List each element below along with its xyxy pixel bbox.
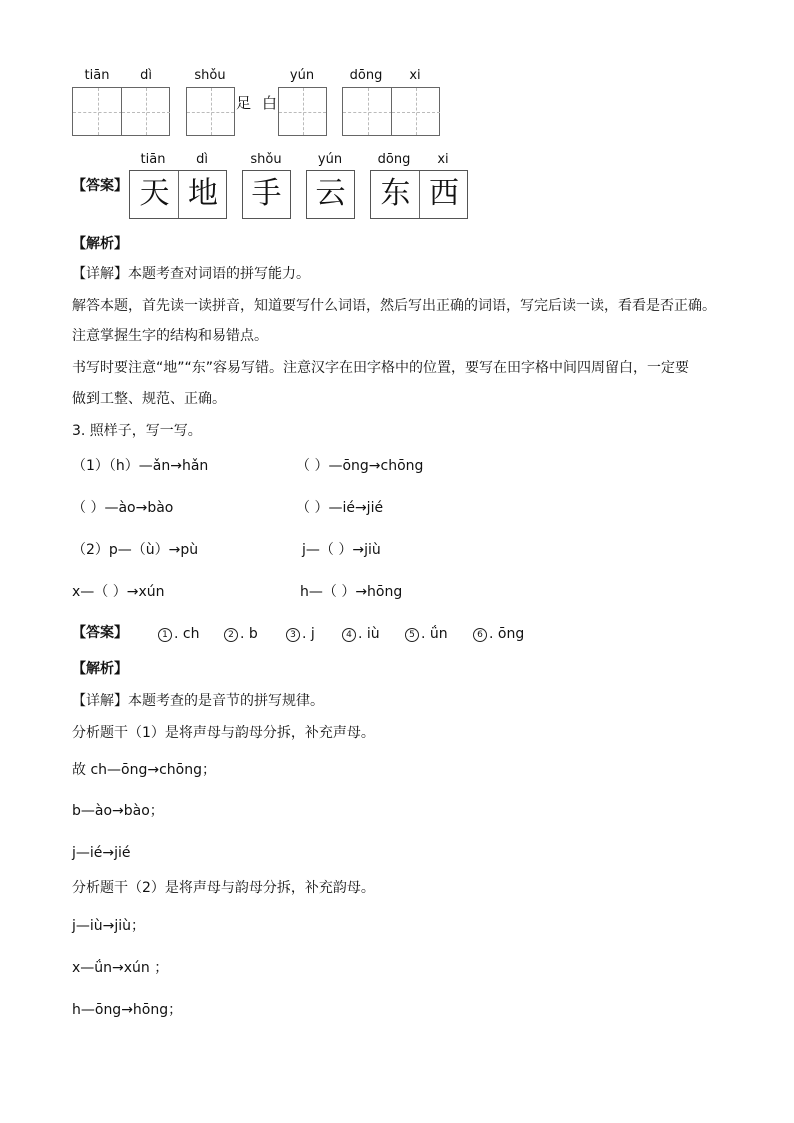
analysis-paragraph: 书写时要注意“地”“东”容易写错。注意汉字在田字格中的位置，要写在田字格中间四周留白，一定要 <box>72 360 690 376</box>
answer-item: 1 . ch <box>158 624 199 644</box>
answer-char: 地 <box>178 171 227 218</box>
analysis-line: 故 ch—ōng→chōng； <box>72 762 216 778</box>
detail-text: 本题考查的是音节的拼写规律。 <box>128 693 324 709</box>
analysis-paragraph: 分析题干（2）是将声母与韵母分拆，补充韵母。 <box>72 880 375 896</box>
answer-pinyin: dōng <box>377 152 411 167</box>
answer-char: 西 <box>419 171 468 218</box>
analysis-line: j—iù→jiù； <box>72 918 146 934</box>
answer-pinyin: shǒu <box>250 152 282 167</box>
answer-item: 5 . ǘn <box>405 624 448 644</box>
analysis-line: h—ōng→hōng； <box>72 1002 183 1018</box>
pinyin-dong: dōng <box>349 68 383 83</box>
q3-item: （ ）—ào→bào <box>72 500 174 516</box>
pinyin-shou: shǒu <box>194 68 226 83</box>
answer-char: 天 <box>139 176 170 211</box>
writing-grid-yun[interactable] <box>278 87 327 136</box>
inline-char-zu: 足 <box>236 94 252 112</box>
answer-grid-tiandi <box>129 170 227 219</box>
answer-item: 2 . b <box>224 624 258 644</box>
q3-item: （2）p—（ù）→pù <box>72 542 199 558</box>
q3-item: x—（ ）→xún <box>72 584 165 600</box>
q3-item: j—（ ）→jiù <box>302 542 381 558</box>
analysis-line: b—ào→bào； <box>72 803 164 819</box>
grid-cell[interactable] <box>391 88 440 135</box>
answer-item: 4 . iù <box>342 624 380 644</box>
pinyin-yun: yún <box>289 68 315 83</box>
q3-item: h—（ ）→hōng <box>300 584 403 600</box>
analysis-paragraph: 注意掌握生字的结构和易错点。 <box>72 328 268 344</box>
pinyin-xi: xi <box>409 68 421 83</box>
analysis-paragraph: 解答本题，首先读一读拼音，知道要写什么词语，然后写出正确的词语，写完后读一读，看看是否正确。 <box>72 298 716 314</box>
grid-cell[interactable] <box>73 88 122 135</box>
pinyin-di: dì <box>140 68 152 83</box>
analysis-paragraph: 做到工整、规范、正确。 <box>72 391 226 407</box>
analysis-tag: 【解析】 <box>72 236 128 252</box>
q3-item: （ ）—ié→jié <box>296 500 384 516</box>
writing-grid-shou[interactable] <box>186 87 235 136</box>
detail-text: 本题考查对词语的拼写能力。 <box>128 266 310 282</box>
grid-cell[interactable] <box>187 88 234 135</box>
answer-tag-2: 【答案】 <box>72 625 128 641</box>
pinyin-tian: tiān <box>84 68 110 83</box>
grid-cell[interactable] <box>279 88 326 135</box>
answer-pinyin: xi <box>437 152 449 167</box>
detail-line <box>72 264 310 284</box>
answer-pinyin: tiān <box>140 152 166 167</box>
answer-char: 手 <box>251 176 282 211</box>
inline-char-bai: 白 <box>262 94 278 112</box>
analysis-tag-2: 【解析】 <box>72 661 128 677</box>
question-3-title: 3. 照样子，写一写。 <box>72 423 202 439</box>
q3-item: （1）（h）—ǎn→hǎn <box>72 458 209 474</box>
writing-grid-tiandi[interactable] <box>72 87 170 136</box>
detail-line-2 <box>72 691 324 711</box>
analysis-line: x—ǘn→xún ； <box>72 960 169 976</box>
detail-tag: 【详解】 <box>72 266 128 282</box>
answer-pinyin: yún <box>317 152 343 167</box>
answer-char: 东 <box>380 176 411 211</box>
answer-grid-dongxi <box>370 170 468 219</box>
answer-grid-yun <box>306 170 355 219</box>
answer-tag: 【答案】 <box>72 178 128 194</box>
q3-item: （ ）—ōng→chōng <box>296 458 424 474</box>
writing-grid-dongxi[interactable] <box>342 87 440 136</box>
analysis-paragraph: 分析题干（1）是将声母与韵母分拆，补充声母。 <box>72 725 375 741</box>
answer-item: 6 . ōng <box>473 624 524 644</box>
detail-tag: 【详解】 <box>72 693 128 709</box>
answer-pinyin: dì <box>196 152 208 167</box>
grid-cell[interactable] <box>343 88 392 135</box>
answer-char: 云 <box>315 176 346 211</box>
grid-cell[interactable] <box>121 88 170 135</box>
answer-grid-shou <box>242 170 291 219</box>
analysis-line: j—ié→jié <box>72 845 131 861</box>
answer-item: 3 . j <box>286 624 315 644</box>
